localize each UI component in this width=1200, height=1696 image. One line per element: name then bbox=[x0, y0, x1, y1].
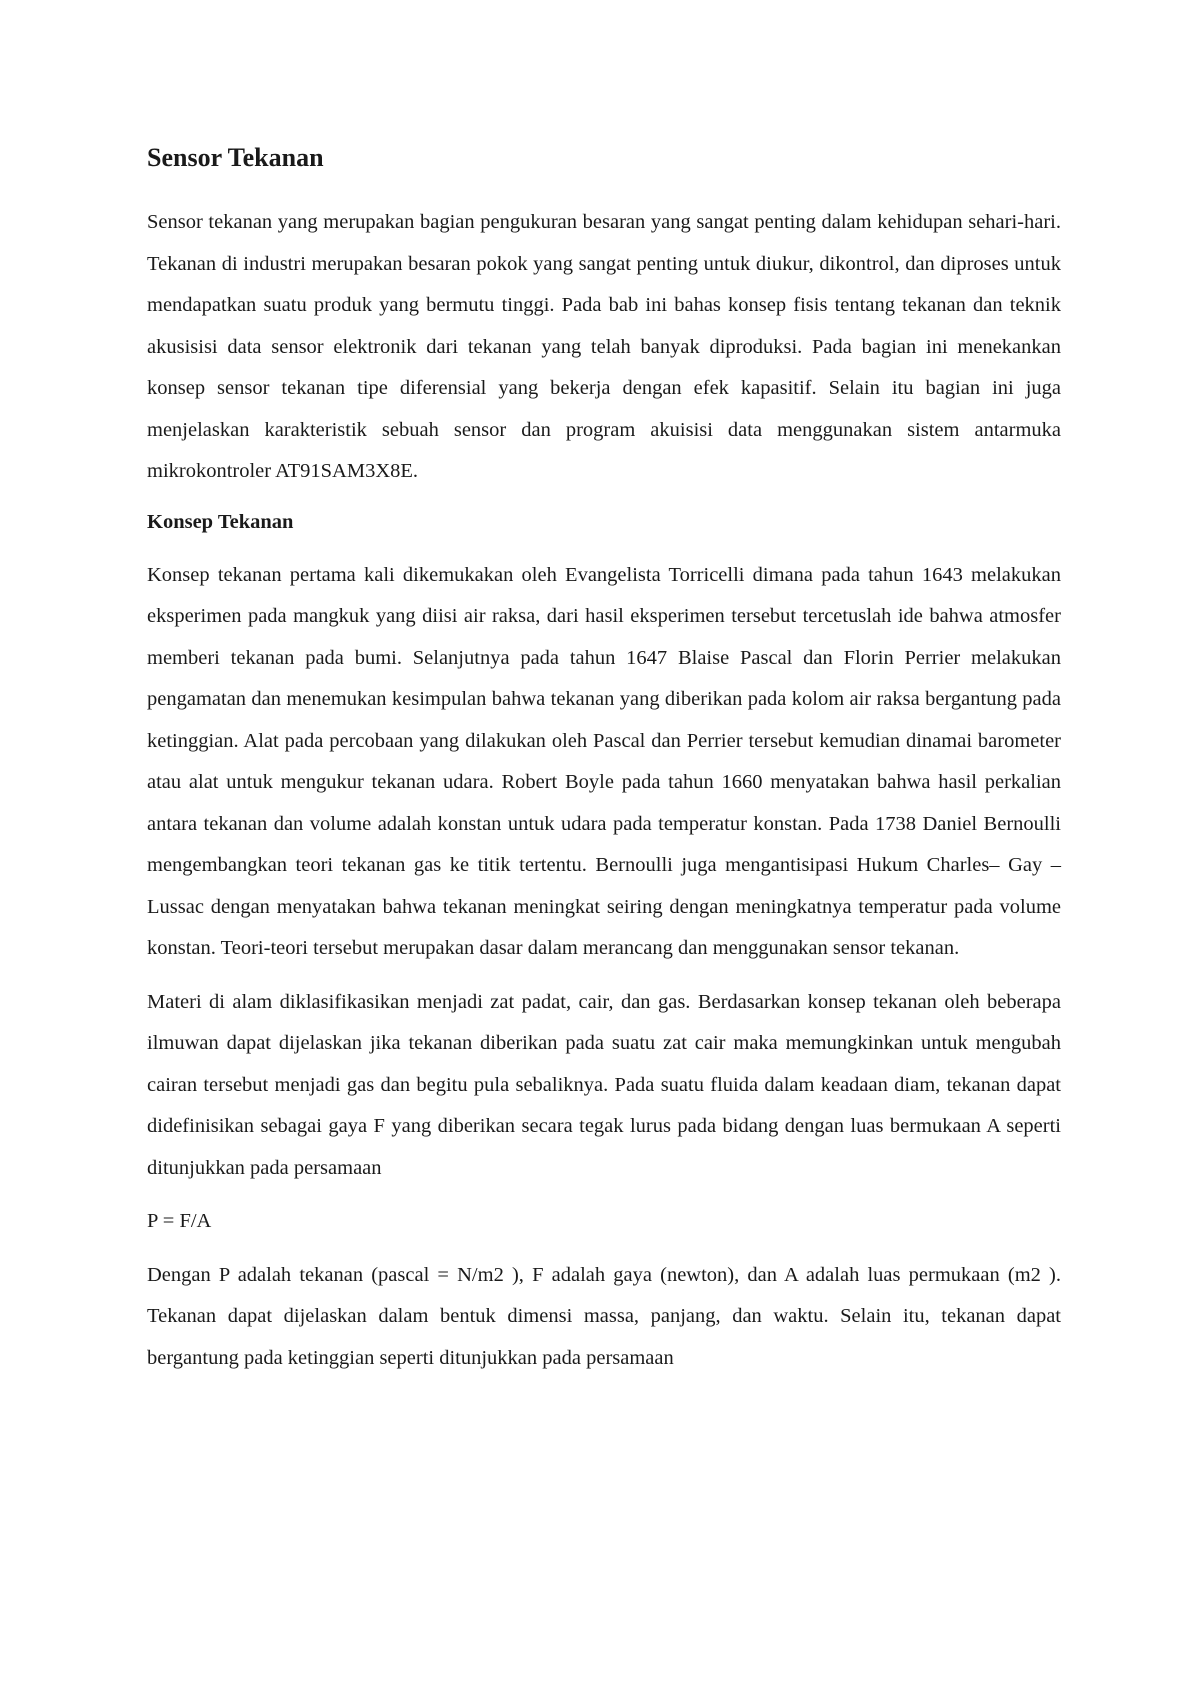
document-page bbox=[147, 140, 1061, 1391]
paragraph-definition: Dengan P adalah tekanan (pascal = N/m2 ), F adalah gaya (newton), dan A adalah luas permukaan (m2 ). Tekanan dapat dijelaskan dalam bentuk dimensi massa, panjang, dan waktu. Selain itu, tekanan dapat bergantung pada ketinggian seperti ditunjukkan pada persamaan bbox=[147, 1263, 1061, 1369]
document-title: Sensor Tekanan bbox=[147, 143, 324, 172]
equation: P = F/A bbox=[147, 1210, 212, 1232]
paragraph-history: Konsep tekanan pertama kali dikemukakan oleh Evangelista Torricelli dimana pada tahun 1643 melakukan eksperimen pada mangkuk yang diisi air raksa, dari hasil eksperimen tersebut tercetuslah ide bahwa atmosfer memberi tekanan pada bumi. Selanjutnya pada tahun 1647 Blaise Pascal dan Florin Perrier melakukan pengamatan dan menemukan kesimpulan bahwa tekanan yang diberikan pada kolom air raksa bergantung pada ketinggian. Alat pada percobaan yang dilakukan oleh Pascal dan Perrier tersebut kemudian dinamai barometer atau alat untuk mengukur tekanan udara. Robert Boyle pada tahun 1660 menyatakan bahwa hasil perkalian antara tekanan dan volume adalah konstan untuk udara pada temperatur konstan. Pada 1738 Daniel Bernoulli mengembangkan teori tekanan gas ke titik tertentu. Bernoulli juga mengantisipasi Hukum Charles– Gay – Lussac dengan menyatakan bahwa tekanan meningkat seiring dengan meningkatnya temperatur pada volume konstan. Teori-teori tersebut merupakan dasar dalam merancang dan menggunakan sensor tekanan. bbox=[147, 563, 1061, 959]
intro-paragraph: Sensor tekanan yang merupakan bagian pengukuran besaran yang sangat penting dalam kehidupan sehari-hari. Tekanan di industri merupakan besaran pokok yang sangat penting untuk diukur, dikontrol, dan diproses untuk mendapatkan suatu produk yang bermutu tinggi. Pada bab ini bahas konsep fisis tentang tekanan dan teknik akusisisi data sensor elektronik dari tekanan yang telah banyak diproduksi. Pada bagian ini menekankan konsep sensor tekanan tipe diferensial yang bekerja dengan efek kapasitif. Selain itu bagian ini juga menjelaskan karakteristik sebuah sensor dan program akuisisi data menggunakan sistem antarmuka mikrokontroler AT91SAM3X8E. bbox=[147, 211, 1061, 482]
paragraph-fluid: Materi di alam diklasifikasikan menjadi zat padat, cair, dan gas. Berdasarkan konsep tekanan oleh beberapa ilmuwan dapat dijelaskan jika tekanan diberikan pada suatu zat cair maka memungkinkan untuk mengubah cairan tersebut menjadi gas dan begitu pula sebaliknya. Pada suatu fluida dalam keadaan diam, tekanan dapat didefinisikan sebagai gaya F yang diberikan secara tegak lurus pada bidang dengan luas bermukaan A seperti ditunjukkan pada persamaan bbox=[147, 990, 1061, 1179]
section-title: Konsep Tekanan bbox=[147, 510, 294, 533]
